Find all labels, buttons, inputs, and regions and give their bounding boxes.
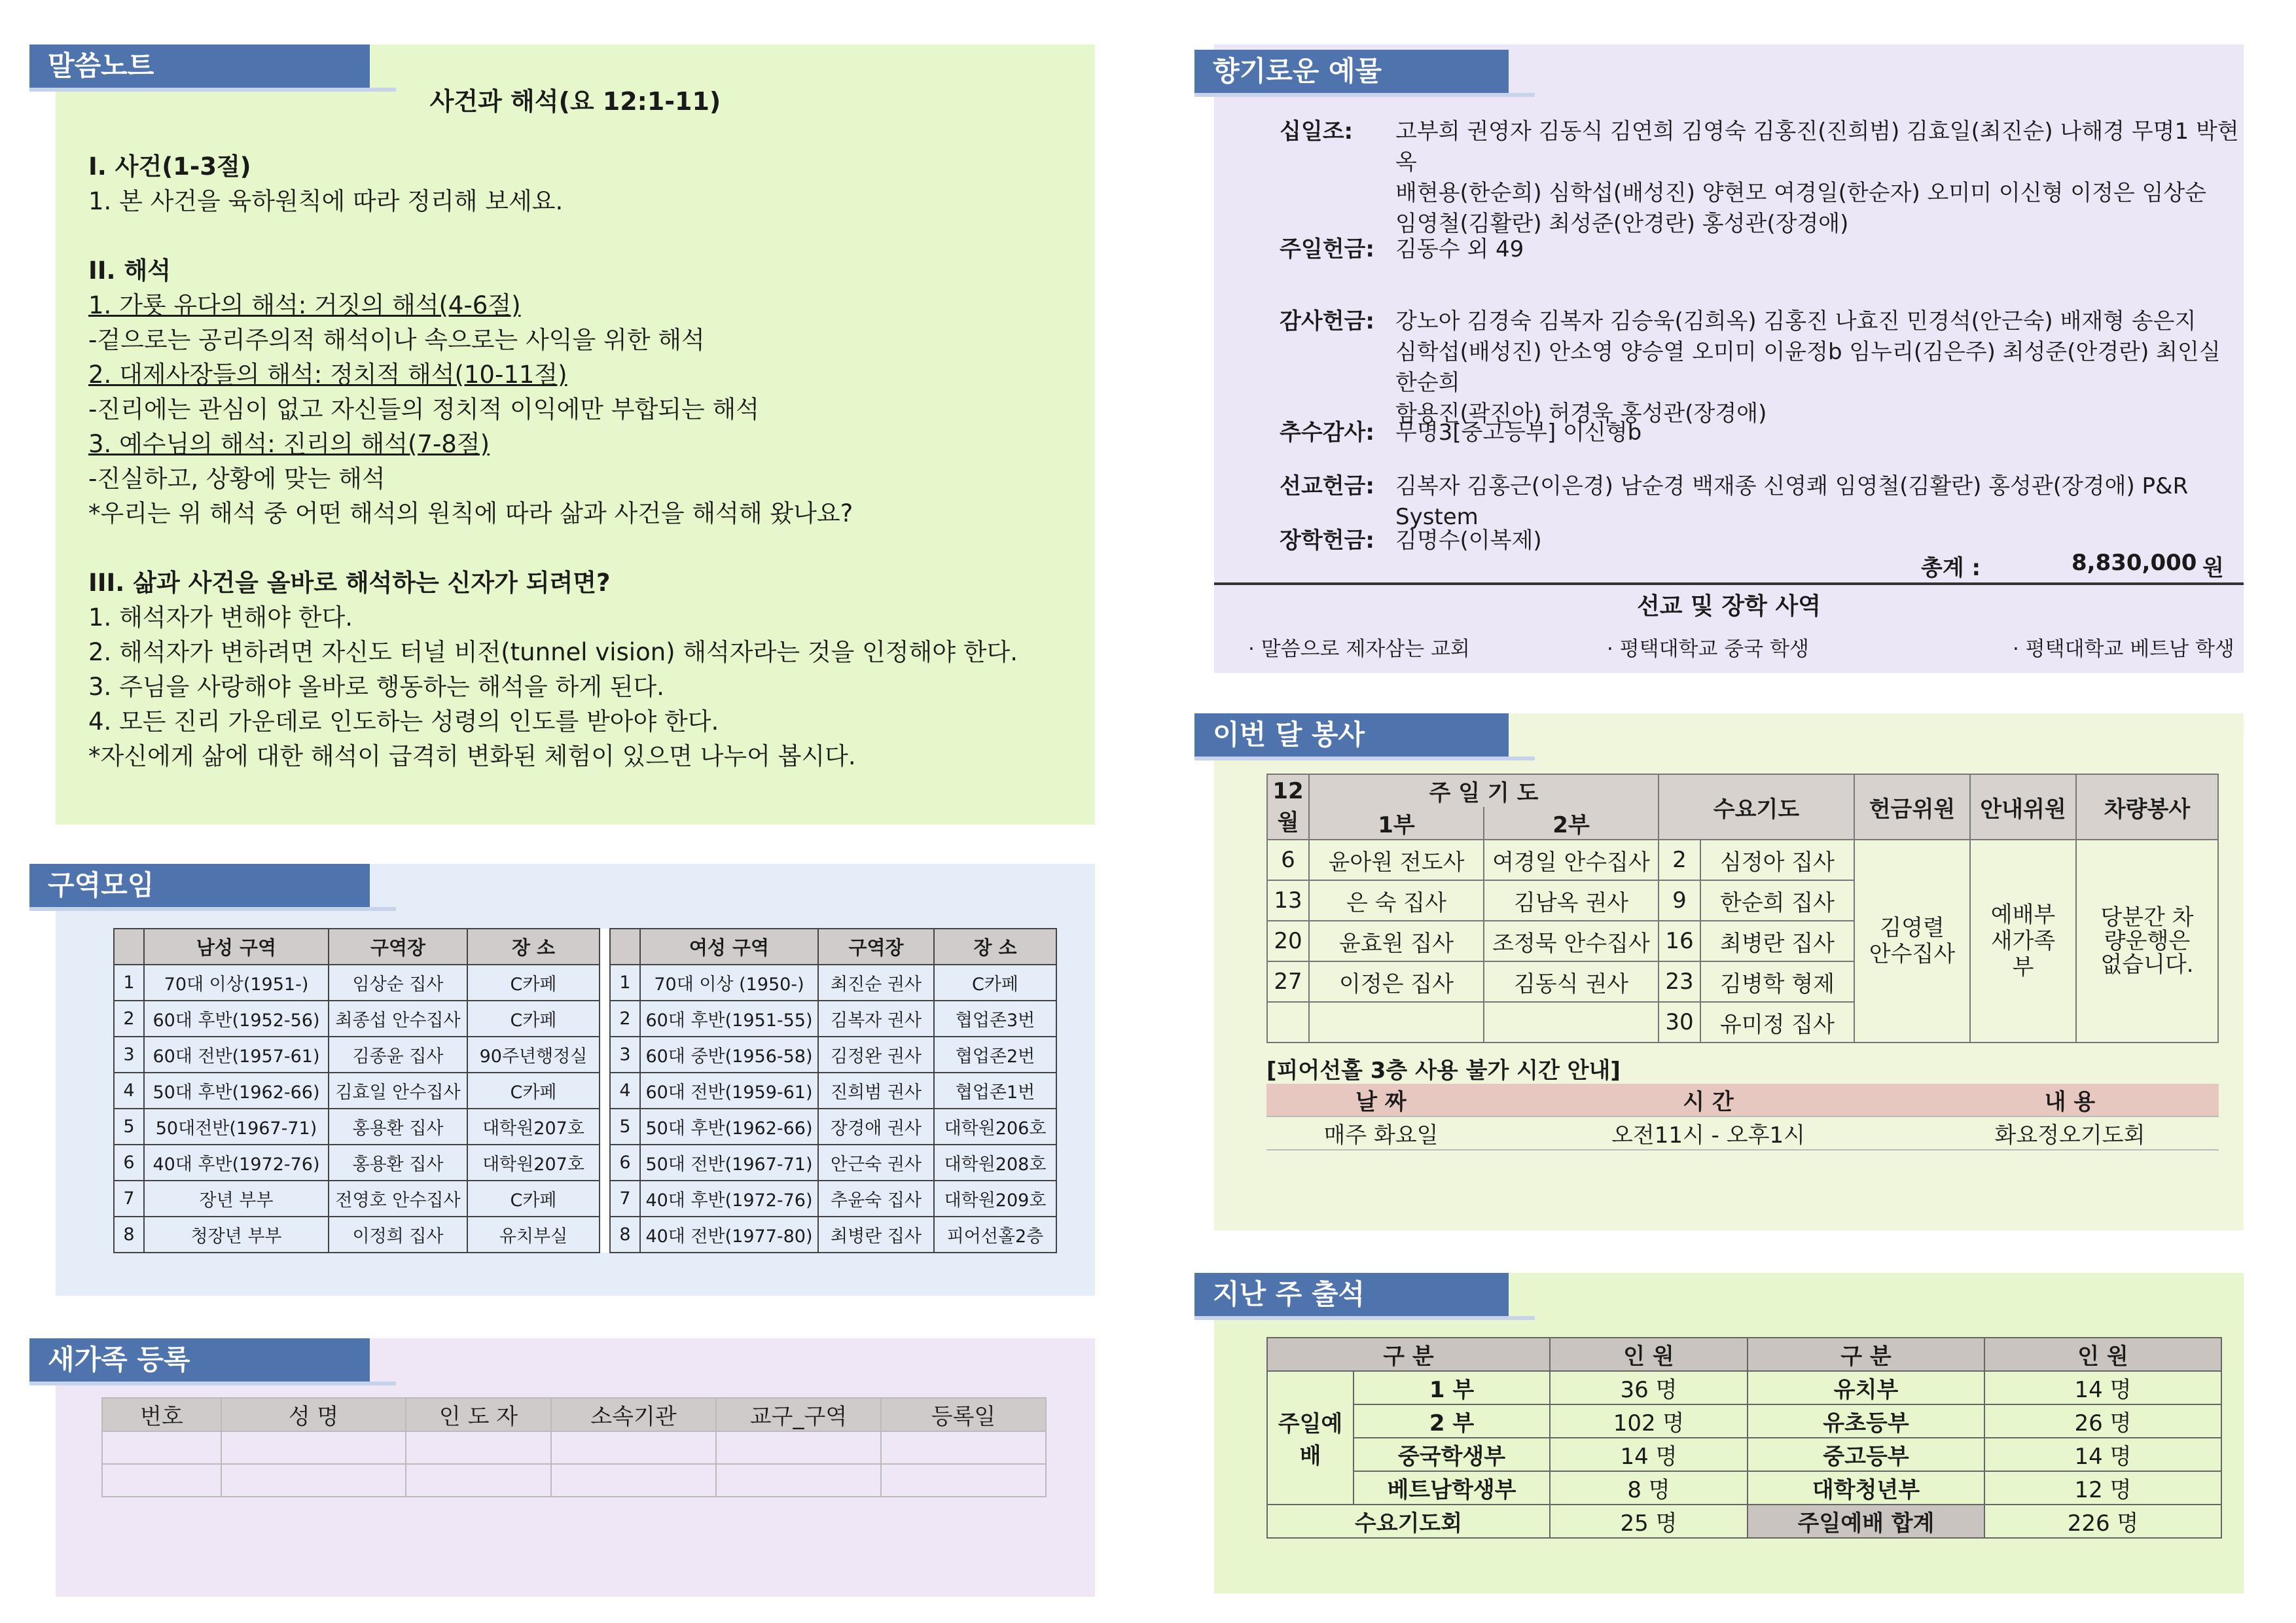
- sermon-line: 1. 본 사건을 육하원칙에 따라 정리해 보세요.: [88, 187, 564, 215]
- district-cell: 60대 후반(1951-55): [640, 1001, 818, 1037]
- attendance-row: [1267, 1471, 2221, 1505]
- offering-names: [1395, 116, 2240, 240]
- sermon-line: -진실하고, 상황에 맞는 해석: [88, 465, 386, 493]
- col-header: 구 분: [1267, 1338, 1550, 1371]
- table-gap: [600, 1109, 610, 1145]
- newcomer-table: [101, 1397, 1047, 1497]
- parking-note: 당분간 차량운행은 없습니다.: [2076, 840, 2218, 1043]
- parking-header: 차량봉사: [2076, 774, 2218, 840]
- empty-cell: [102, 1464, 221, 1497]
- service-panel: [1214, 713, 2244, 1230]
- table-gap: [600, 1181, 610, 1217]
- offering-name-line: 무명3[중고등부] 이신형b: [1395, 419, 1642, 446]
- usher-name: 예배부 새가족부: [1970, 840, 2076, 1043]
- division-name: 대학청년부: [1748, 1471, 1984, 1505]
- newcomer-header: 새가족 등록: [29, 1338, 370, 1382]
- table-gap: [600, 1037, 610, 1073]
- district-cell: 추윤숙 집사: [818, 1181, 934, 1217]
- empty-cell: [551, 1464, 716, 1497]
- district-cell: 전영호 안수집사: [329, 1181, 467, 1217]
- district-row: [114, 1217, 1056, 1253]
- district-cell: C카페: [467, 1181, 600, 1217]
- empty-cell: [716, 1464, 881, 1497]
- division-name: 1 부: [1354, 1371, 1550, 1404]
- offering-name-line: 함용진(곽진아) 허경욱 홍성관(장경애): [1395, 401, 1767, 427]
- sermon-line: 3. 주님을 사랑해야 올바로 행동하는 해석을 하게 된다.: [88, 673, 664, 701]
- district-cell: 대학원207호: [467, 1145, 600, 1181]
- service-table: [1266, 774, 2219, 1043]
- attendance-row: [1267, 1371, 2221, 1404]
- district-cell: 3: [114, 1037, 144, 1073]
- sermon-note-panel: [48, 45, 1095, 825]
- district-cell: 60대 전반(1957-61): [144, 1037, 329, 1073]
- district-cell: 40대 전반(1977-80): [640, 1217, 818, 1253]
- empty-cell: [406, 1464, 551, 1497]
- district-cell: 김효일 안수집사: [329, 1073, 467, 1109]
- district-cell: 진희범 권사: [818, 1073, 934, 1109]
- district-cell: 60대 중반(1956-58): [640, 1037, 818, 1073]
- wed-prayer: 최병란 집사: [1700, 921, 1854, 961]
- district-cell: 임상순 집사: [329, 965, 467, 1001]
- district-cell: 협업존1번: [934, 1073, 1056, 1109]
- district-cell: 50대 후반(1962-66): [144, 1073, 329, 1109]
- district-cell: 90주년행정실: [467, 1037, 600, 1073]
- pierson-header: 내 용: [1921, 1084, 2219, 1116]
- district-cell: 8: [610, 1217, 640, 1253]
- offering-row: [1280, 234, 2242, 265]
- offering-header: 향기로운 예물: [1194, 50, 1509, 93]
- offering-name-line: 심학섭(배성진) 안소영 양승열 오미미 이윤정b 임누리(김은주) 최성준(안경란) 최인실 한순희: [1395, 339, 2221, 396]
- district-cell: 김정완 권사: [818, 1037, 934, 1073]
- service-header: 이번 달 봉사: [1194, 713, 1509, 757]
- part2-header: 2부: [1484, 807, 1659, 840]
- sunday-date: 6: [1267, 840, 1309, 880]
- part2-prayer: [1484, 1002, 1659, 1043]
- attendance-count: 14 명: [1550, 1438, 1748, 1471]
- table-gap: [600, 1217, 610, 1253]
- wed-date: 30: [1659, 1002, 1700, 1043]
- district-row: [114, 1109, 1056, 1145]
- attendance-total-row: [1267, 1505, 2221, 1538]
- wed-prayer-header: 수요기도: [1659, 774, 1854, 840]
- division-name: 베트남학생부: [1354, 1471, 1550, 1505]
- col-header: 구역장: [329, 929, 467, 965]
- district-panel: [48, 864, 1095, 1296]
- district-row: [114, 1001, 1056, 1037]
- offering-panel: [1214, 45, 2244, 673]
- district-cell: 장경애 권사: [818, 1109, 934, 1145]
- empty-cell: [406, 1431, 551, 1464]
- district-cell: 홍용환 집사: [329, 1145, 467, 1181]
- district-cell: 6: [114, 1145, 144, 1181]
- blank-line: [88, 219, 1070, 253]
- offering-name-line: 김동수 외 49: [1395, 236, 1524, 262]
- sermon-line: *우리는 위 해석 중 어떤 해석의 원칙에 따라 삶과 사건을 해석해 왔나요?: [88, 499, 853, 527]
- col-header: 등록일: [881, 1398, 1046, 1431]
- attendance-header: 지난 주 출석: [1194, 1273, 1509, 1316]
- sermon-line: III. 삶과 사건을 올바로 해석하는 신자가 되려면?: [88, 569, 611, 597]
- wed-prayer: 심정아 집사: [1700, 840, 1854, 880]
- part2-prayer: 김남옥 권사: [1484, 880, 1659, 921]
- offering-name-line: 고부희 권영자 김동식 김연희 김영숙 김홍진(진희범) 김효일(최진순) 나해경 무명1 박현옥: [1395, 118, 2239, 175]
- part2-prayer: 여경일 안수집사: [1484, 840, 1659, 880]
- district-cell: 최진순 권사: [818, 965, 934, 1001]
- district-cell: 홍용환 집사: [329, 1109, 467, 1145]
- sunday-date: [1267, 1002, 1309, 1043]
- district-row: [114, 1181, 1056, 1217]
- offering-name-line: 김명수(이복제): [1395, 527, 1542, 554]
- wed-prayer: 유미정 집사: [1700, 1002, 1854, 1043]
- empty-cell: [221, 1431, 406, 1464]
- district-cell: 5: [114, 1109, 144, 1145]
- sunday-date: 27: [1267, 961, 1309, 1002]
- district-cell: 1: [610, 965, 640, 1001]
- sermon-body: [88, 149, 1070, 774]
- district-cell: 유치부실: [467, 1217, 600, 1253]
- table-gap: [600, 1145, 610, 1181]
- attendance-count: 36 명: [1550, 1371, 1748, 1404]
- sermon-title: 사건과 해석(요 12:1-11): [429, 87, 721, 116]
- col-header: 남성 구역: [144, 929, 329, 965]
- wed-date: 16: [1659, 921, 1700, 961]
- col-header: 장 소: [467, 929, 600, 965]
- col-header: 여성 구역: [640, 929, 818, 965]
- wed-date: 23: [1659, 961, 1700, 1002]
- total-value: 8,830,000: [2072, 550, 2197, 576]
- district-cell: 40대 후반(1972-76): [144, 1145, 329, 1181]
- district-cell: 최병란 집사: [818, 1217, 934, 1253]
- sunday-date: 13: [1267, 880, 1309, 921]
- blank-line: [88, 531, 1070, 565]
- col-header: 번호: [102, 1398, 221, 1431]
- offering-label: 감사헌금:: [1280, 308, 1374, 334]
- division-name: 중국학생부: [1354, 1438, 1550, 1471]
- sermon-line: -진리에는 관심이 없고 자신들의 정치적 이익에만 부합되는 해석: [88, 395, 759, 423]
- offering-staff-name: 김영렬 안수집사: [1854, 840, 1970, 1043]
- district-row: [114, 1037, 1056, 1073]
- offering-names: [1395, 234, 2240, 265]
- table-gap: [600, 929, 610, 965]
- district-cell: 협업존3번: [934, 1001, 1056, 1037]
- district-cell: 60대 전반(1959-61): [640, 1073, 818, 1109]
- district-cell: 피어선홀2층: [934, 1217, 1056, 1253]
- pierson-table: [1266, 1084, 2219, 1150]
- offering-staff-header: 헌금위원: [1854, 774, 1970, 840]
- wed-prayer: 김병학 형제: [1700, 961, 1854, 1002]
- offering-row: [1280, 306, 2242, 427]
- mission-item: · 말씀으로 제자삼는 교회: [1248, 637, 1470, 661]
- table-gap: [600, 965, 610, 1001]
- offering-label: 추수감사:: [1280, 419, 1374, 446]
- empty-cell: [716, 1431, 881, 1464]
- total-count: 226 명: [1984, 1505, 2221, 1538]
- district-cell: 70대 이상(1951-): [144, 965, 329, 1001]
- offering-row: [1280, 471, 2242, 530]
- attendance-count: 25 명: [1550, 1505, 1748, 1538]
- division-name: 수요기도회: [1267, 1505, 1550, 1538]
- district-cell: 대학원208호: [934, 1145, 1056, 1181]
- attendance-row: [1267, 1404, 2221, 1438]
- usher-header: 안내위원: [1970, 774, 2076, 840]
- district-cell: C카페: [467, 1073, 600, 1109]
- table-gap: [600, 1073, 610, 1109]
- attendance-count: 14 명: [1984, 1438, 2221, 1471]
- col-header: 소속기관: [551, 1398, 716, 1431]
- col-header: 인 도 자: [406, 1398, 551, 1431]
- district-cell: 2: [610, 1001, 640, 1037]
- offering-total: [1921, 550, 2229, 582]
- district-row: [114, 965, 1056, 1001]
- attendance-panel: [1214, 1273, 2244, 1594]
- total-label: 주일예배 합계: [1748, 1505, 1984, 1538]
- attendance-table: [1266, 1337, 2222, 1539]
- sermon-header: 말씀노트: [29, 45, 370, 88]
- mission-item: · 평택대학교 중국 학생: [1607, 637, 1809, 661]
- district-cell: 3: [610, 1037, 640, 1073]
- sermon-line: 2. 대제사장들의 해석: 정치적 해석(10-11절): [88, 361, 567, 389]
- district-header: 구역모임: [29, 864, 370, 907]
- service-row: [1267, 840, 2218, 880]
- col-header: 구 분: [1748, 1338, 1984, 1371]
- division-name: 유치부: [1748, 1371, 1984, 1404]
- sermon-line: -겉으로는 공리주의적 해석이나 속으로는 사익을 위한 해석: [88, 326, 705, 354]
- month-cell: 12월: [1267, 774, 1309, 840]
- wed-prayer: 한순희 집사: [1700, 880, 1854, 921]
- col-header: 장 소: [934, 929, 1056, 965]
- attendance-count: 14 명: [1984, 1371, 2221, 1404]
- sunday-prayer-header: 주 일 기 도: [1309, 774, 1659, 807]
- district-cell: 청장년 부부: [144, 1217, 329, 1253]
- attendance-count: 26 명: [1984, 1404, 2221, 1438]
- empty-cell: [221, 1464, 406, 1497]
- offering-label: 십일조:: [1280, 118, 1354, 145]
- district-cell: C카페: [467, 965, 600, 1001]
- sermon-line: 4. 모든 진리 가운데로 인도하는 성령의 인도를 받아야 한다.: [88, 707, 719, 736]
- district-cell: 70대 이상 (1950-): [640, 965, 818, 1001]
- district-cell: 40대 후반(1972-76): [640, 1181, 818, 1217]
- division-name: 중고등부: [1748, 1438, 1984, 1471]
- district-cell: 4: [610, 1073, 640, 1109]
- offering-label: 선교헌금:: [1280, 473, 1374, 499]
- empty-cell: [881, 1464, 1046, 1497]
- offering-name-line: 임영철(김활란) 최성준(안경란) 홍성관(장경애): [1395, 211, 1849, 237]
- part1-header: 1부: [1309, 807, 1484, 840]
- district-cell: 7: [610, 1181, 640, 1217]
- offering-names: [1395, 471, 2240, 533]
- district-cell: 6: [610, 1145, 640, 1181]
- division-name: 유초등부: [1748, 1404, 1984, 1438]
- offering-names: [1395, 306, 2240, 429]
- district-cell: 대학원207호: [467, 1109, 600, 1145]
- sunday-date: 20: [1267, 921, 1309, 961]
- district-cell: 50대전반(1967-71): [144, 1109, 329, 1145]
- part1-prayer: 윤효원 집사: [1309, 921, 1484, 961]
- offering-name-line: 김복자 김홍근(이은경) 남순경 백재종 신영쾌 임영철(김활란) 홍성관(장경애) P&R System: [1395, 473, 2189, 530]
- pierson-notice-title: [피어선홀 3층 사용 불가 시간 안내]: [1266, 1058, 1621, 1084]
- district-cell: 이정희 집사: [329, 1217, 467, 1253]
- district-cell: 50대 후반(1962-66): [640, 1109, 818, 1145]
- pierson-cell: 화요정오기도회: [1921, 1116, 2219, 1150]
- sermon-line: I. 사건(1-3절): [88, 152, 251, 181]
- col-header: [610, 929, 640, 965]
- district-cell: 최종섭 안수집사: [329, 1001, 467, 1037]
- part1-prayer: 윤아원 전도사: [1309, 840, 1484, 880]
- part2-prayer: 조정묵 안수집사: [1484, 921, 1659, 961]
- district-cell: 협업존2번: [934, 1037, 1056, 1073]
- district-table: [113, 928, 1057, 1253]
- col-header: 인 원: [1550, 1338, 1748, 1371]
- district-row: [114, 1145, 1056, 1181]
- district-cell: 5: [610, 1109, 640, 1145]
- group-label: 주일예배: [1267, 1371, 1354, 1505]
- attendance-count: 8 명: [1550, 1471, 1748, 1505]
- offering-row: [1280, 418, 2242, 448]
- sermon-line: 3. 예수님의 해석: 진리의 해석(7-8절): [88, 430, 490, 458]
- attendance-count: 12 명: [1984, 1471, 2221, 1505]
- pierson-header: 시 간: [1496, 1084, 1921, 1116]
- sermon-line: 1. 해석자가 변해야 한다.: [88, 603, 353, 632]
- district-row: [114, 1073, 1056, 1109]
- offering-name-line: 배현용(한순희) 심학섭(배성진) 양현모 여경일(한순자) 오미미 이신형 이정은 임상순: [1395, 180, 2207, 206]
- part2-prayer: 김동식 권사: [1484, 961, 1659, 1002]
- total-label: 총계 :: [1921, 555, 1981, 581]
- empty-cell: [551, 1431, 716, 1464]
- total-unit: 원: [2202, 555, 2224, 581]
- sermon-line: *자신에게 삶에 대한 해석이 급격히 변화된 체험이 있으면 나누어 봅시다.: [88, 742, 856, 770]
- pierson-cell: 오전11시 - 오후1시: [1496, 1116, 1921, 1150]
- district-cell: 대학원206호: [934, 1109, 1056, 1145]
- part1-prayer: 이정은 집사: [1309, 961, 1484, 1002]
- district-cell: 김종윤 집사: [329, 1037, 467, 1073]
- col-header: 구역장: [818, 929, 934, 965]
- wed-date: 9: [1659, 880, 1700, 921]
- col-header: 교구_구역: [716, 1398, 881, 1431]
- total-divider: [1214, 582, 2244, 585]
- col-header: 인 원: [1984, 1338, 2221, 1371]
- table-gap: [600, 1001, 610, 1037]
- pierson-cell: 매주 화요일: [1266, 1116, 1496, 1150]
- attendance-row: [1267, 1438, 2221, 1471]
- attendance-count: 102 명: [1550, 1404, 1748, 1438]
- district-cell: 50대 전반(1967-71): [640, 1145, 818, 1181]
- empty-cell: [102, 1431, 221, 1464]
- offering-label: 주일헌금:: [1280, 236, 1374, 262]
- offering-names: [1395, 418, 2240, 448]
- newcomer-panel: [48, 1338, 1095, 1597]
- offering-label: 장학헌금:: [1280, 527, 1374, 554]
- wed-date: 2: [1659, 840, 1700, 880]
- district-cell: C카페: [934, 965, 1056, 1001]
- sermon-line: 1. 가룟 유다의 해석: 거짓의 해석(4-6절): [88, 291, 521, 319]
- col-header: [114, 929, 144, 965]
- district-cell: 장년 부부: [144, 1181, 329, 1217]
- district-cell: 8: [114, 1217, 144, 1253]
- empty-cell: [881, 1431, 1046, 1464]
- sermon-line: 2. 해석자가 변하려면 자신도 터널 비전(tunnel vision) 해석자라는 것을 인정해야 한다.: [88, 638, 1018, 666]
- offering-row: [1280, 116, 2242, 237]
- mission-item: · 평택대학교 베트남 학생: [2013, 637, 2234, 661]
- district-cell: 4: [114, 1073, 144, 1109]
- offering-name-line: 강노아 김경숙 김복자 김승욱(김희옥) 김홍진 나효진 민경석(안근숙) 배재형 송은지: [1395, 308, 2197, 334]
- col-header: 성 명: [221, 1398, 406, 1431]
- district-cell: 안근숙 권사: [818, 1145, 934, 1181]
- part1-prayer: [1309, 1002, 1484, 1043]
- district-cell: 60대 후반(1952-56): [144, 1001, 329, 1037]
- district-cell: 김복자 권사: [818, 1001, 934, 1037]
- district-cell: 대학원209호: [934, 1181, 1056, 1217]
- district-cell: 7: [114, 1181, 144, 1217]
- district-cell: C카페: [467, 1001, 600, 1037]
- district-cell: 1: [114, 965, 144, 1001]
- division-name: 2 부: [1354, 1404, 1550, 1438]
- mission-title: 선교 및 장학 사역: [1636, 593, 1821, 620]
- district-cell: 2: [114, 1001, 144, 1037]
- pierson-header: 날 짜: [1266, 1084, 1496, 1116]
- part1-prayer: 은 숙 집사: [1309, 880, 1484, 921]
- sermon-line: II. 해석: [88, 257, 171, 285]
